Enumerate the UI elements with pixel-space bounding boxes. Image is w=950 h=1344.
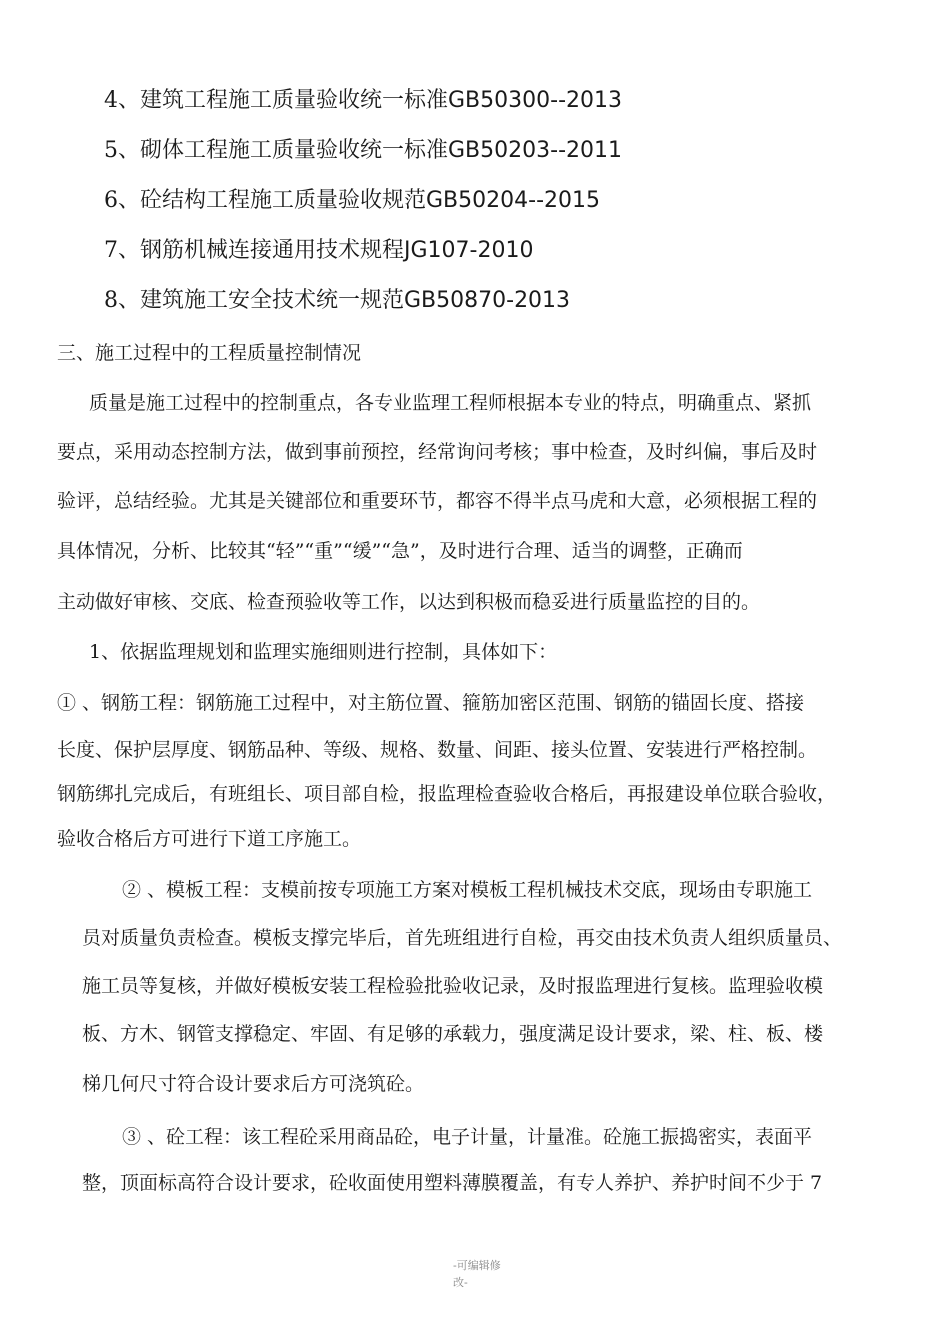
standard-item-5 (104, 138, 622, 164)
standard-code: GB50203--2011 (448, 138, 622, 163)
standard-item-7 (104, 238, 533, 264)
paragraph-line: 整，顶面标高符合设计要求，砼收面使用塑料薄膜覆盖，有专人养护、养护时间不少于 7 (82, 1172, 823, 1194)
paragraph-line: 板、方木、钢管支撑稳定、牢固、有足够的承载力，强度满足设计要求，梁、柱、板、楼 (82, 1023, 824, 1045)
footer-note: 改- (453, 1276, 468, 1289)
section-heading: 三、施工过程中的工程质量控制情况 (57, 342, 362, 364)
paragraph-line: 要点，采用动态控制方法，做到事前预控，经常询问考核；事中检查，及时纠偏，事后及时 (57, 441, 818, 463)
standard-item-4 (104, 88, 622, 114)
paragraph-line: 主动做好审核、交底、检查预验收等工作，以达到积极而稳妥进行质量监控的目的。 (57, 591, 761, 613)
standard-code: JG107-2010 (404, 238, 534, 263)
standard-item-6 (104, 188, 600, 214)
paragraph-line: 钢筋绑扎完成后，有班组长、项目部自检，报监理检查验收合格后，再报建设单位联合验收， (57, 783, 837, 805)
paragraph-line: 质量是施工过程中的控制重点，各专业监理工程师根据本专业的特点，明确重点、紧抓 (89, 392, 812, 414)
paragraph-line: ① 、钢筋工程：钢筋施工过程中，对主筋位置、箍筋加密区范围、钢筋的锚固长度、搭接 (57, 692, 805, 714)
standard-title: 8、建筑施工安全技术统一规范 (104, 288, 404, 313)
footer-note: -可编辑修 (453, 1259, 501, 1272)
paragraph-line: 长度、保护层厚度、钢筋品种、等级、规格、数量、间距、接头位置、安装进行严格控制。 (57, 739, 818, 761)
standard-code: GB50204--2015 (426, 188, 600, 213)
paragraph-line: ③ 、砼工程：该工程砼采用商品砼，电子计量，计量准。砼施工振捣密实，表面平 (122, 1126, 813, 1148)
paragraph-line: 梯几何尺寸符合设计要求后方可浇筑砼。 (82, 1073, 425, 1095)
paragraph-line: 具体情况，分析、比较其“轻”“重”“缓”“急”，及时进行合理、适当的调整，正确而 (57, 540, 743, 562)
sub-heading: 1、依据监理规划和监理实施细则进行控制，具体如下： (89, 641, 558, 663)
paragraph-line: 验评，总结经验。尤其是关键部位和重要环节，都容不得半点马虎和大意，必须根据工程的 (57, 490, 818, 512)
standard-item-8 (104, 288, 570, 314)
standard-title: 5、砌体工程施工质量验收统一标准 (104, 138, 448, 163)
paragraph-line: 验收合格后方可进行下道工序施工。 (57, 828, 362, 850)
paragraph-line: 施工员等复核，并做好模板安装工程检验批验收记录，及时报监理进行复核。监理验收模 (82, 975, 824, 997)
paragraph-line: 员对质量负责检查。模板支撑完毕后，首先班组进行自检，再交由技术负责人组织质量员、 (82, 927, 843, 949)
standard-code: GB50870-2013 (404, 288, 571, 313)
standard-title: 4、建筑工程施工质量验收统一标准 (104, 88, 448, 113)
paragraph-line: ② 、模板工程：支模前按专项施工方案对模板工程机械技术交底，现场由专职施工 (122, 879, 813, 901)
standard-title: 7、钢筋机械连接通用技术规程 (104, 238, 404, 263)
standard-title: 6、砼结构工程施工质量验收规范 (104, 188, 426, 213)
standard-code: GB50300--2013 (448, 88, 622, 113)
